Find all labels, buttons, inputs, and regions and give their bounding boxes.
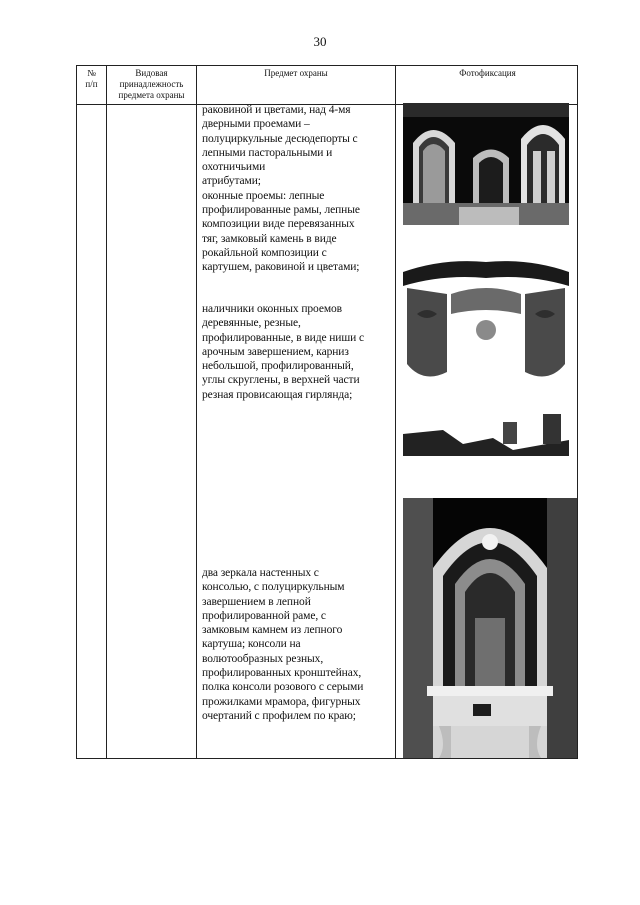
paragraph-window-openings: оконные проемы: лепные профилированные рамы, лепные композиции виде перевязанных тяг, замковый камень в виде рокайльной композиции с картушем, раковиной и цветами; <box>202 189 360 274</box>
subject-text-block-1 <box>202 103 389 275</box>
paragraph-doorways: раковиной и цветами, над 4-мя дверными проемами – полуциркульные десюдепорты с лепными пасторальными и охотничьими атрибутами; <box>202 104 358 188</box>
photo-wall-mirror-console <box>403 498 577 758</box>
column-divider <box>106 66 107 758</box>
photo-window-frame <box>403 254 569 456</box>
header-type: Видовая принадлежность предмета охраны <box>118 68 185 100</box>
header-photo: Фотофиксация <box>459 68 516 78</box>
protection-table <box>76 65 578 759</box>
header-subject: Предмет охраны <box>264 68 328 78</box>
page-number: 30 <box>313 34 327 49</box>
subject-text-block-3: два зеркала настенных с консолью, с полуциркульным завершением в лепной профилированной раме, с замковым камнем из лепного картуша; консоли на волютообразных резных, профилированных кронштейнах, полка консоли розового с серыми прожилками мрамора, фигурных очертаний с профилем по краю; <box>202 567 364 722</box>
column-divider <box>196 66 197 758</box>
photo-interior-doorways <box>403 103 569 225</box>
subject-text-block-2: наличники оконных проемов деревянные, резные, профилированные, в виде ниши с арочным завершением, карниз небольшой, профилированный, углы скруглены, в верхней части резная провисающая гирлянда; <box>202 303 364 401</box>
column-divider <box>395 66 396 758</box>
header-number: № п/п <box>85 68 98 89</box>
